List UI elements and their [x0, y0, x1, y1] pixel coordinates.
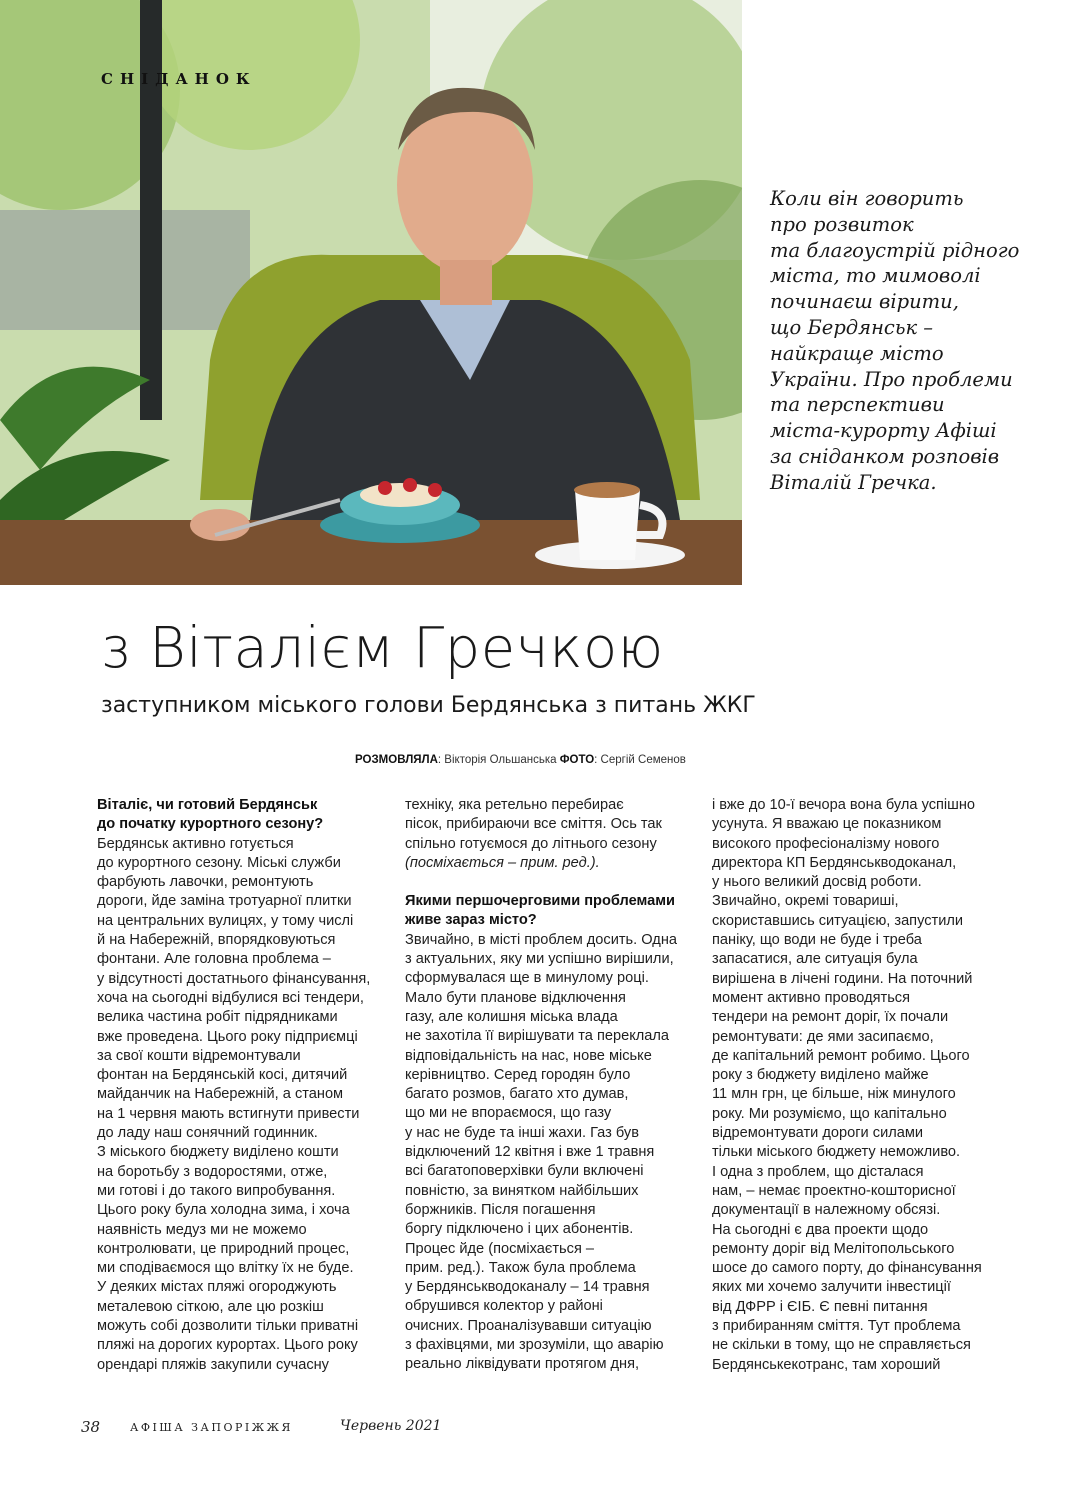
body-line: до ладу наш сонячний годинник. — [97, 1125, 318, 1142]
body-line: директора КП Бердянськводоканал, — [712, 854, 957, 871]
body-line: ремонтувати: де ями засипаємо, — [712, 1028, 934, 1045]
text-column-2 — [405, 796, 695, 1375]
body-line: ремонту доріг від Мелітопольського — [712, 1240, 955, 1257]
body-line: й на Набережній, впорядковуються — [97, 932, 336, 949]
body-line: яких ми хочемо залучити інвестиції — [712, 1279, 951, 1296]
body-line: відключений 12 квітня і вже 1 травня — [405, 1144, 655, 1161]
question-line: Віталіє, чи готовий Бердянськ — [97, 797, 318, 813]
body-line: тільки міського бюджету неможливо. — [712, 1144, 961, 1161]
body-line: не скільки в тому, що не справляється — [712, 1337, 971, 1354]
body-line: від ДФРР і ЄІБ. Є певні питання — [712, 1298, 928, 1315]
body-line: з фахівцями, ми зрозуміли, що аварію — [405, 1337, 664, 1354]
credits — [355, 754, 686, 766]
page-number: 38 — [81, 1418, 101, 1436]
body-line: з актуальних, яку ми успішно вирішили, — [405, 951, 674, 968]
credits-photo-label: ФОТО — [559, 754, 595, 766]
intro-line: України. Про проблеми — [770, 367, 1013, 391]
body-line: Цього року була холодна зима, і хоча — [97, 1202, 350, 1219]
body-line: що ми не впораємося, що газу — [405, 1105, 612, 1122]
body-line: 11 млн грн, це більше, ніж минулого — [712, 1086, 956, 1103]
body-line: ми сподіваємося що влітку їх не буде. — [97, 1260, 354, 1277]
question-line: Якими першочерговими проблемами — [405, 893, 675, 910]
body-line: Процес йде (посміхається – — [405, 1240, 595, 1257]
body-line: реально ліквідувати протягом дня, — [405, 1356, 640, 1373]
text-column-1 — [97, 796, 387, 1375]
body-line: у нас не буде та інші жахи. Газ був — [405, 1124, 639, 1141]
body-line: фонтани. Але головна проблема – — [97, 951, 331, 968]
intro-line: та благоустрій рідного — [770, 238, 1020, 262]
body-line: нам, – немає проектно-кошторисної — [712, 1182, 956, 1199]
body-line: повністю, за винятком найбільших — [405, 1182, 639, 1199]
article-title: з Віталієм Гречкою — [100, 616, 664, 681]
body-line: документації в належному обсязі. — [712, 1202, 941, 1219]
intro-line: міста, то мимоволі — [770, 264, 981, 288]
body-line: З міського бюджету виділено кошти — [97, 1144, 339, 1161]
body-line: відповідальність на нас, нове міське — [405, 1047, 652, 1064]
body-line: паніку, що води не буде і треба — [712, 932, 922, 949]
body-line: за свої кошти відремонтували — [97, 1047, 301, 1064]
body-line: у Бердянськводоканалу – 14 травня — [405, 1279, 650, 1296]
question-line: до початку курортного сезону? — [97, 816, 324, 833]
body-line: (посміхається – прим. ред.). — [405, 854, 600, 871]
body-line: багато розмов, багато хто думав, — [405, 1086, 629, 1103]
body-line: усунута. Я вважаю це показником — [712, 816, 942, 833]
body-line: у нього великий досвід роботи. — [712, 874, 922, 891]
body-line: прим. ред.). Також була проблема — [405, 1259, 636, 1276]
intro-line: починаєш вірити, — [770, 290, 959, 314]
intro-line: за сніданком розповів — [770, 444, 1000, 468]
body-line: Звичайно, в місті проблем досить. Одна — [405, 931, 677, 948]
body-line: спільно готуємося до літнього сезону — [405, 835, 657, 852]
body-line: пляжі на дорогих курортах. Цього року — [97, 1337, 358, 1354]
body-line: І одна з проблем, що дісталася — [712, 1163, 924, 1180]
intro-line: та перспективи — [770, 393, 945, 417]
magazine-name: АФІША ЗАПОРІЖЖЯ — [130, 1421, 293, 1434]
body-line: скориставшись ситуацією, запустили — [712, 912, 964, 929]
body-line: всі багатоповерхівки були включені — [405, 1163, 644, 1180]
intro-line: що Бердянськ – — [770, 315, 934, 339]
body-line: на центральних вулицях, у тому числі — [97, 912, 354, 929]
body-line: тендери на ремонт доріг, їх почали — [712, 1009, 949, 1026]
body-line: вже проведена. Цього року підприємці — [97, 1028, 358, 1045]
body-line: момент активно проводяться — [712, 989, 911, 1006]
body-line: вирішена в лічені години. На поточний — [712, 970, 973, 987]
body-line: Бердянськекотранс, там хороший — [712, 1356, 941, 1373]
body-line: пісок, прибираючи все сміття. Ось так — [405, 816, 662, 833]
body-line: майданчик на Набережній, а станом — [97, 1086, 344, 1103]
issue-date: Червень 2021 — [340, 1418, 442, 1434]
body-line: На сьогодні є два проекти щодо — [712, 1221, 929, 1238]
body-line: на боротьбу з водоростями, отже, — [97, 1163, 328, 1180]
body-line: сформувалася ще в минулому році. — [405, 970, 649, 987]
body-line: де капітальний ремонт робимо. Цього — [712, 1047, 970, 1064]
body-line: газу, але колишня міська влада — [405, 1008, 618, 1025]
intro-line: найкраще місто — [770, 341, 944, 365]
body-line: контролювати, це природний процес, — [97, 1240, 350, 1257]
body-line: боржників. Після погашення — [405, 1201, 596, 1218]
body-line: Бердянськ активно готується — [97, 835, 294, 852]
intro-line: Коли він говорить — [770, 187, 964, 210]
body-line: запасатися, але ситуація була — [712, 951, 918, 968]
body-line: до курортного сезону. Міські служби — [97, 854, 341, 871]
body-line: У деяких містах пляжі огороджують — [97, 1279, 337, 1296]
body-line: року. Ми розуміємо, що капітально — [712, 1105, 947, 1122]
body-line: хоча на сьогодні відбулися всі тендери, — [97, 989, 364, 1006]
body-line: фонтан на Бердянській косі, дитячий — [97, 1067, 348, 1084]
body-line: техніку, яка ретельно перебирає — [405, 797, 624, 813]
body-line: металевою сіткою, але цю розкіш — [97, 1298, 324, 1315]
body-line: шосе до самого порту, до фінансування — [712, 1260, 982, 1277]
intro-lead — [770, 186, 1030, 496]
body-line: і вже до 10-ї вечора вона була успішно — [712, 797, 976, 813]
credits-photo-name: : Сергій Семенов — [594, 754, 686, 766]
body-line: у відсутності достатнього фінансування, — [97, 970, 371, 987]
body-line: очисних. Проаналізувавши ситуацію — [405, 1317, 652, 1334]
body-line: не захотіла її вирішувати та переклала — [405, 1028, 670, 1045]
intro-line: про розвиток — [770, 212, 914, 236]
body-line: можуть собі дозволити тільки приватні — [97, 1318, 359, 1335]
body-line: дороги, йде заміна тротуарної плитки — [97, 893, 352, 910]
body-line: ми готові і до такого випробування. — [97, 1182, 336, 1199]
body-line: на 1 червня мають встигнути привести — [97, 1105, 360, 1122]
body-line: року з бюджету виділено майже — [712, 1067, 929, 1084]
intro-line: Віталій Гречка. — [770, 470, 937, 494]
body-line: Мало бути планове відключення — [405, 989, 626, 1006]
credits-interview-label: РОЗМОВЛЯЛА — [355, 754, 438, 766]
body-line: з прибиранням сміття. Тут проблема — [712, 1318, 961, 1335]
body-line: Звичайно, окремі товариші, — [712, 893, 899, 910]
credits-interview-name: : Вікторія Ольшанська — [437, 754, 560, 766]
body-line: обрушився колектор у районі — [405, 1298, 603, 1315]
body-line: високого професіоналізму нового — [712, 835, 940, 852]
paragraph-gap — [405, 873, 695, 892]
body-line: відремонтувати дороги силами — [712, 1125, 924, 1142]
intro-line: міста-курорту Афіші — [770, 419, 997, 443]
question-line: живе зараз місто? — [405, 912, 537, 929]
body-line: орендарі пляжів закупили сучасну — [97, 1356, 329, 1373]
body-line: наявність медуз ми не можемо — [97, 1221, 307, 1238]
body-line: велика частина робіт підрядниками — [97, 1009, 338, 1026]
body-line: фарбують лавочки, ремонтують — [97, 874, 314, 891]
section-label: СНІДАНОК — [101, 70, 257, 88]
body-line: боргу підключено і цих абонентів. — [405, 1221, 634, 1238]
text-column-3 — [712, 796, 1002, 1375]
body-line: керівництво. Серед городян було — [405, 1066, 631, 1083]
article-subtitle: заступником міського голови Бердянська з питань ЖКГ — [101, 693, 756, 718]
